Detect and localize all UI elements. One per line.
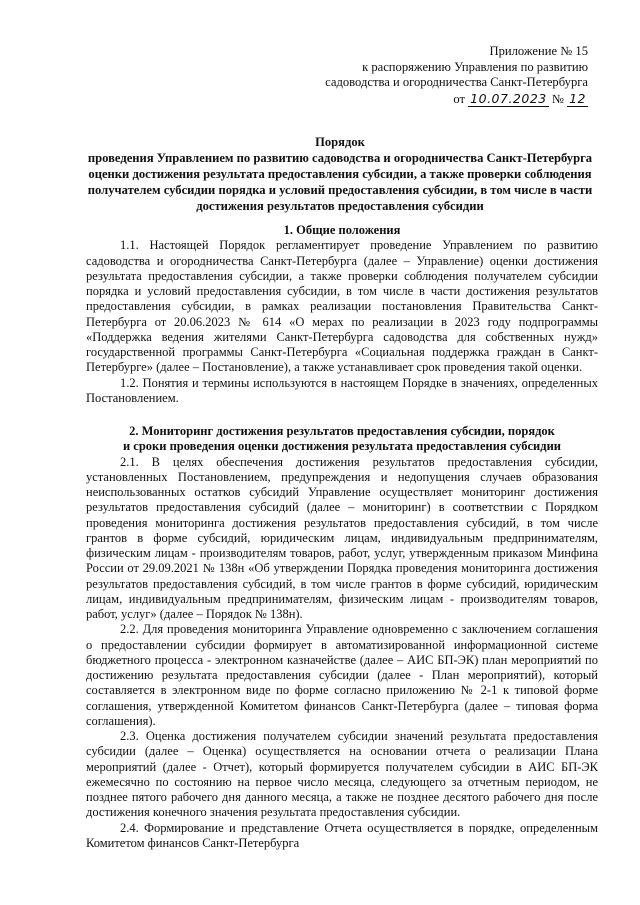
appendix-block <box>325 44 588 107</box>
date-prefix: от <box>453 91 466 106</box>
title-word: Порядок <box>315 135 365 149</box>
document-title <box>80 134 600 214</box>
appendix-authority: садоводства и огородничества Санкт-Петербурга <box>325 75 588 90</box>
section-2-heading-line2: и сроки проведения оценки достижения результата предоставления субсидии <box>122 439 561 454</box>
paragraph-2-4: 2.4. Формирование и представление Отчета осуществляется в порядке, определенным Комитетом финансов Санкт-Петербурга <box>86 820 598 850</box>
paragraph-2-1: 2.1. В целях обеспечения достижения результатов предоставления субсидии, установленных Постановлением, предупреждения и недопущения случаев образования неиспользованных остатков субсидий Управление осуществляет мониторинг достижения результатов предоставления субсидий (далее – мониторинг) в соответствии с Порядком проведения мониторинга достижения результатов предоставления субсидий, в том числе грантов в форме субсидий, юридическим лицам, индивидуальным предпринимателям, физическим лицам - производителям товаров, работ, услуг, утвержденным приказом Минфина России от 29.09.2021 № 138н «Об утверждении Порядка проведения мониторинга достижения результатов предоставления субсидий, в том числе грантов в форме субсидий, юридическим лицам, индивидуальным предпринимателям, физическим лицам - производителям товаров, работ, услуг» (далее – Порядок № 138н). <box>86 454 598 621</box>
paragraph-2-2: 2.2. Для проведения мониторинга Управление одновременно с заключением соглашения о предоставлении субсидии формирует в автоматизированной информационной системе бюджетного процесса - электронном казначействе (далее – АИС БП-ЭК) план мероприятий по достижению результата предоставления субсидии (далее - План мероприятий), который составляется в электронном виде по форме согласно приложению № 2-1 к типовой форме соглашения, утвержденной Комитетом финансов Санкт-Петербурга (далее – типовая форма соглашения). <box>86 622 598 728</box>
appendix-number: Приложение № 15 <box>489 44 588 58</box>
title-description: проведения Управлением по развитию садоводства и огородничества Санкт-Петербурга оценки достижения результата предоставления субсидии, а также проверки соблюдения получателем субсидии порядка и условий предоставления субсидии, в том числе в части достижения результатов предоставления субсидии <box>87 151 593 213</box>
document-body <box>86 223 598 851</box>
paragraph-2-3: 2.3. Оценка достижения получателем субсидии значений результата предоставления субсидии (далее – Оценка) осуществляется на основании отчета о реализации Плана мероприятий (далее - Отчет), который формируется получателем субсидии в АИС БП-ЭК ежемесячно по состоянию на первое число месяца, следующего за отчетным периодом, не позднее пятого рабочего дня данного месяца, а также не позднее десятого рабочего дня после достижения конечного значения результата предоставления субсидии. <box>86 729 598 820</box>
handwritten-date: 10.07.2023 <box>470 90 547 106</box>
handwritten-number: 12 <box>569 90 586 106</box>
appendix-date-line <box>325 91 588 108</box>
paragraph-1-2: 1.2. Понятия и термины используются в настоящем Порядке в значениях, определенных Постановлением. <box>86 375 598 405</box>
appendix-reference: к распоряжению Управления по развитию <box>362 59 588 74</box>
section-2-heading <box>86 424 598 455</box>
section-2-heading-line1: 2. Мониторинг достижения результатов предоставления субсидии, порядок <box>129 424 555 438</box>
section-1-heading: 1. Общие положения <box>283 223 401 237</box>
paragraph-1-1: 1.1. Настоящей Порядок регламентирует проведение Управлением по развитию садоводства и огородничества Санкт-Петербурга (далее – Управление) оценки достижения результата предоставления субсидии, а также проверки соблюдения получателем субсидии порядка и условий предоставления субсидии, в том числе в части достижения результатов предоставления субсидии, в рамках реализации постановления Правительства Санкт-Петербурга от 20.06.2023 № 614 «О мерах по реализации в 2023 году подпрограммы «Поддержка ведения жителями Санкт-Петербурга садоводства для собственных нужд» государственной программы Санкт-Петербурга «Социальная поддержка граждан в Санкт-Петербурге» (далее – Постановление), а также устанавливает срок проведения такой оценки. <box>86 238 598 375</box>
number-prefix: № <box>551 91 564 106</box>
